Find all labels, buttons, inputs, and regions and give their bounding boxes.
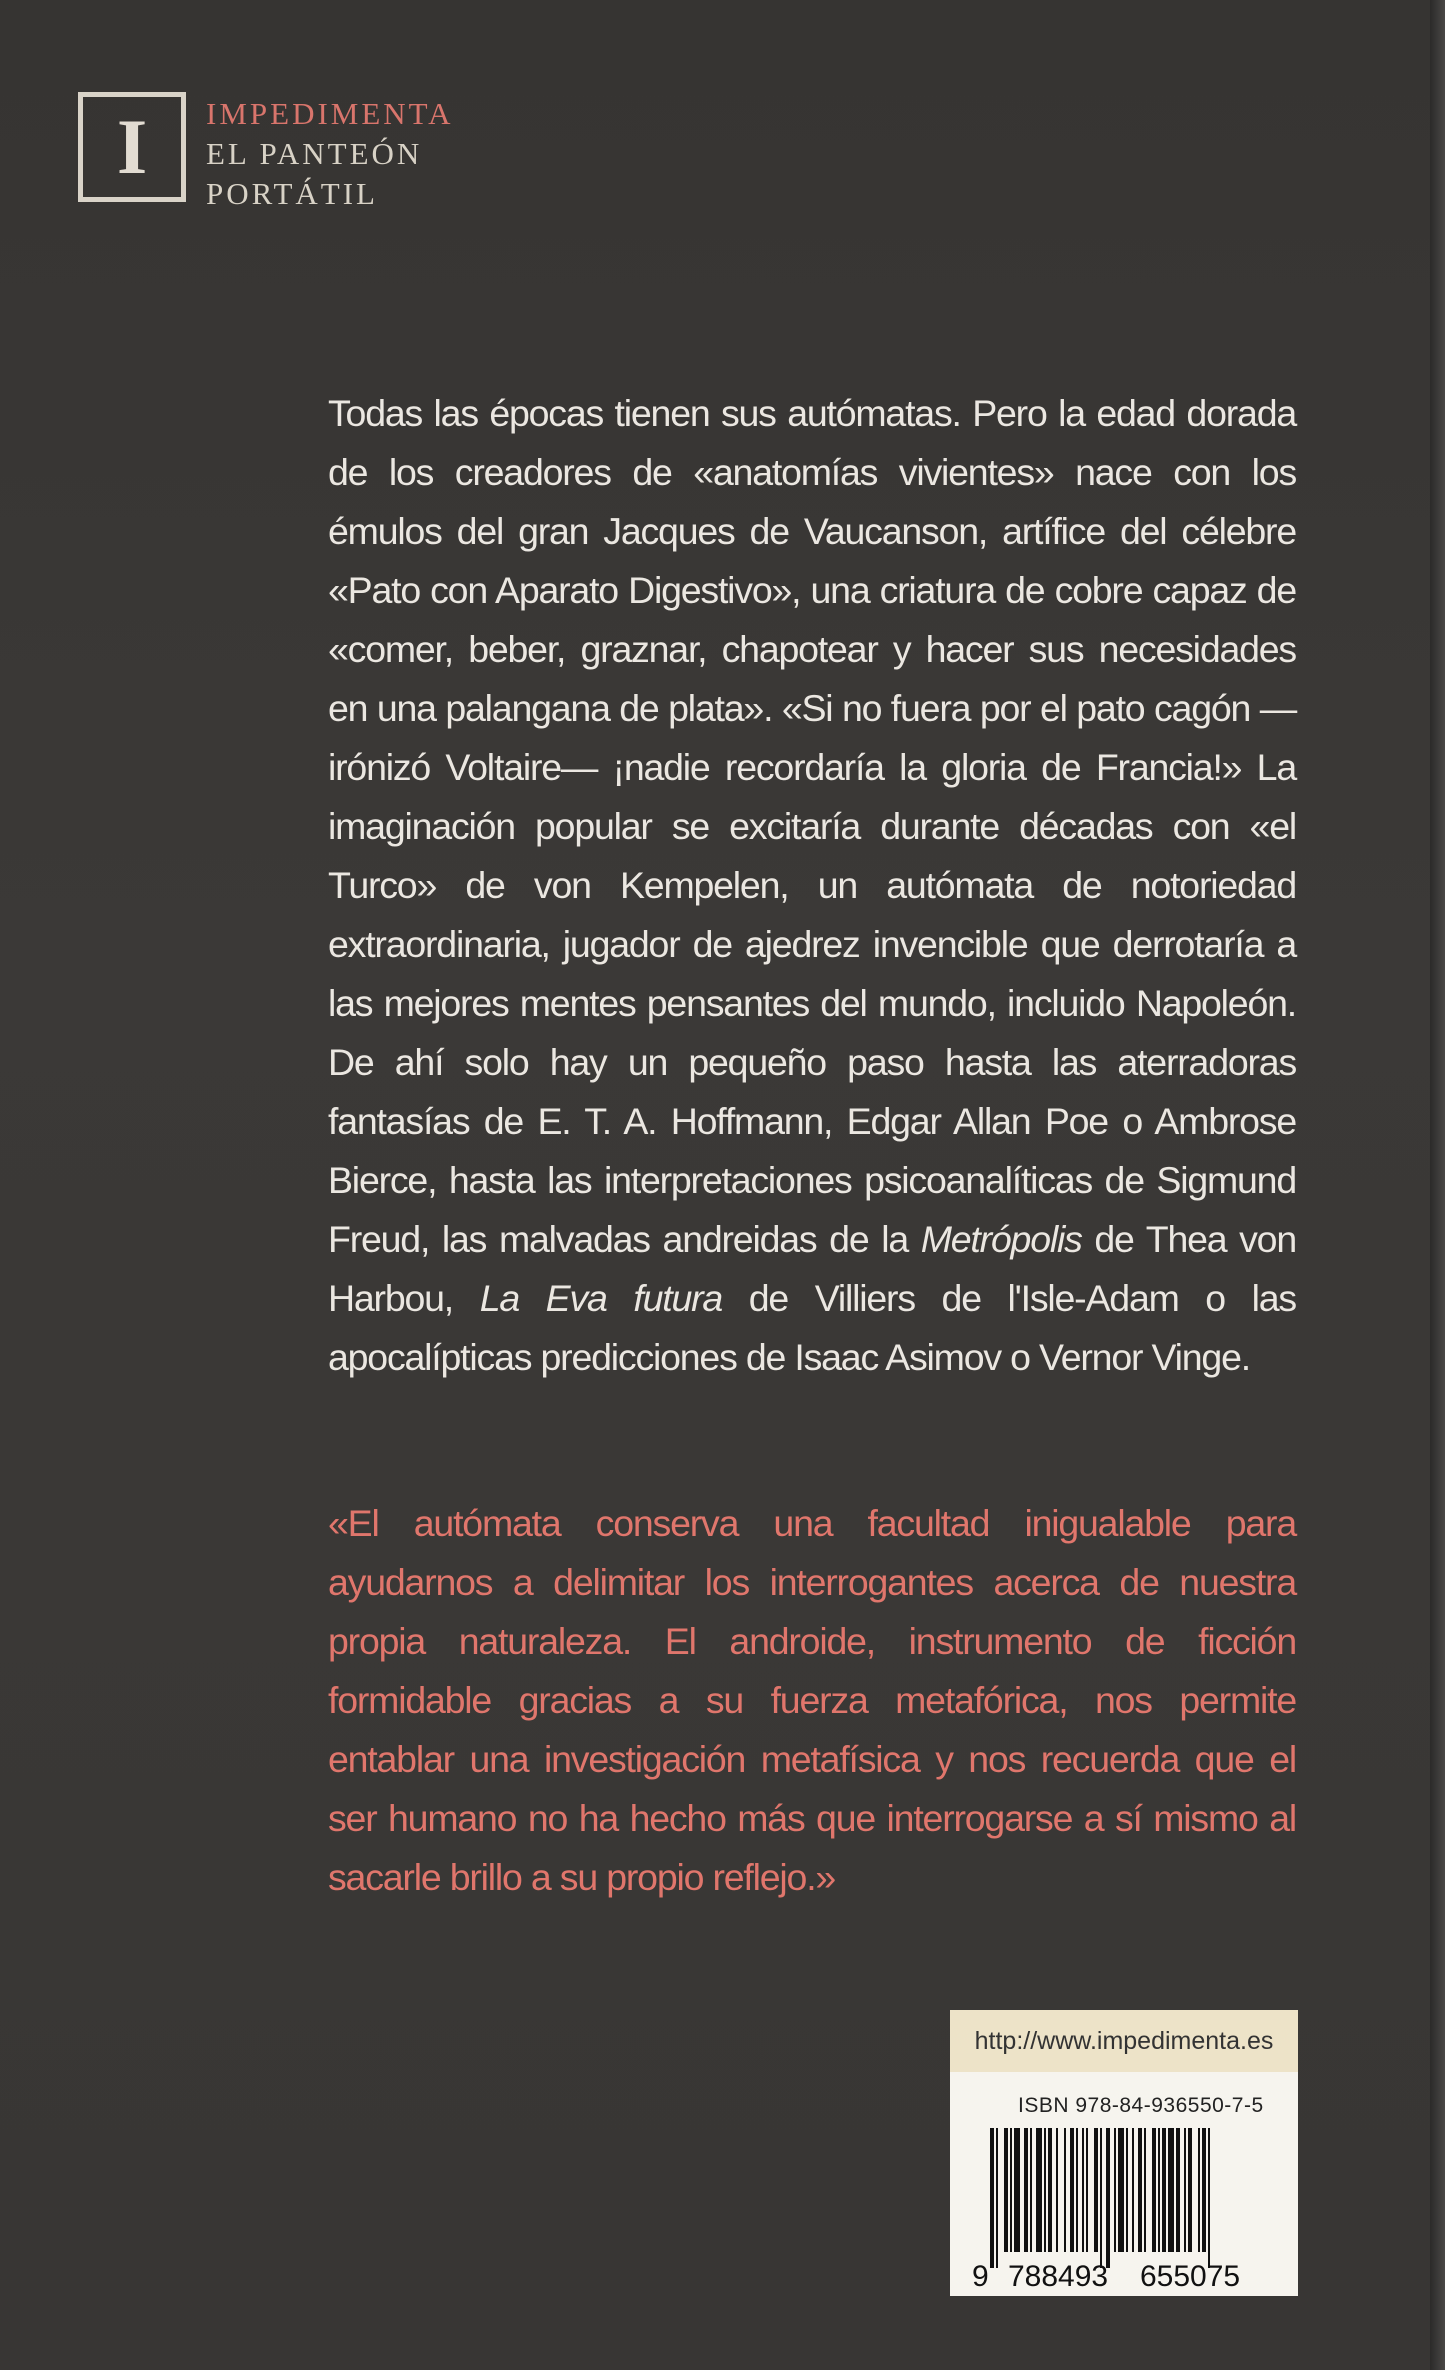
description-text-1: Todas las épocas tienen sus autómatas. Pero la edad dorada de los creadores de «anatomías vivientes» nace con los émulos del gran Jacques de Vaucanson, artífice del célebre «Pato con Aparato Digestivo», una criatura de cobre capaz de «comer, beber, graznar, chapotear y hacer sus necesidades en una palangana de plata». «Si no fuera por el pato cagón —irónizó Voltaire— ¡nadie recordaría la gloria de Francia!» La imaginación popular se excitaría durante décadas con «el Turco» de von Kempelen, un autómata de notoriedad extraordinaria, jugador de ajedrez invencible que derrotaría a las mejores mentes pensantes del mundo, incluido Napoleón. De ahí solo hay un pequeño paso hasta las aterradoras fantasías de E. T. A. Hoffmann, Edgar Allan Poe o Ambrose Bierce, hasta las interpretaciones psicoanalíticas de Sigmund Freud, las malvadas andreidas de la (328, 392, 1296, 1260)
isbn-barcode-label (950, 2010, 1298, 2296)
barcode-bar (1168, 2128, 1174, 2252)
barcode-bar (1044, 2128, 1046, 2252)
barcode-bar (1198, 2128, 1200, 2252)
description-text-2: de Thea von Harbou, (328, 1218, 1296, 1319)
publisher-line-3: PORTÁTIL (206, 176, 378, 211)
barcode-bar (1152, 2128, 1156, 2252)
barcode-bar (1162, 2128, 1166, 2252)
barcode-bar (996, 2128, 998, 2268)
title-la-eva-futura: La Eva futura (479, 1277, 723, 1319)
barcode-digit-lead: 9 (972, 2260, 989, 2293)
barcode-digits-left: 788493 (1008, 2260, 1109, 2293)
book-description (328, 384, 1296, 1387)
barcode-bar (1086, 2128, 1088, 2252)
barcode-bar (1030, 2128, 1032, 2252)
barcode-bar (1100, 2128, 1102, 2268)
barcode-bar (1024, 2128, 1028, 2252)
barcode-bar (1118, 2128, 1124, 2252)
barcode-bar (1076, 2128, 1078, 2252)
publisher-logo (78, 92, 186, 202)
barcode-bar (1184, 2128, 1186, 2252)
barcode (972, 2128, 1276, 2294)
barcode-bar (1106, 2128, 1110, 2268)
barcode-bar (1188, 2128, 1192, 2252)
title-metropolis: Metrópolis (920, 1218, 1082, 1260)
publisher-line-2: EL PANTEÓN (206, 136, 423, 171)
barcode-bar (1158, 2128, 1160, 2252)
barcode-bar (1014, 2128, 1020, 2252)
barcode-bar (1138, 2128, 1142, 2252)
publisher-name (206, 94, 454, 214)
barcode-bars (990, 2128, 1210, 2268)
barcode-bar (1064, 2128, 1066, 2252)
barcode-digits-right: 655075 (1140, 2260, 1241, 2293)
barcode-bar (1126, 2128, 1128, 2252)
barcode-bar (1004, 2128, 1008, 2252)
barcode-bar (1082, 2128, 1084, 2252)
publisher-line-1: IMPEDIMENTA (206, 96, 454, 131)
cover-edge (1430, 0, 1445, 2370)
description-text-3: de Villiers de l'Isle-Adam o las apocalípticas predicciones de Isaac Asimov o Vernor Vinge. (328, 1277, 1296, 1378)
isbn-text: ISBN 978-84-936550-7-5 (1018, 2094, 1264, 2117)
barcode-bar (1036, 2128, 1042, 2252)
publisher-url: http://www.impedimenta.es (950, 2010, 1298, 2072)
barcode-bar (1132, 2128, 1134, 2252)
barcode-bar (1070, 2128, 1074, 2252)
barcode-bar (1048, 2128, 1052, 2252)
description-paragraph (328, 384, 1296, 1387)
barcode-bar (1202, 2128, 1206, 2252)
barcode-bar (1144, 2128, 1146, 2252)
pull-quote (328, 1494, 1296, 1907)
barcode-bar (1094, 2128, 1098, 2252)
barcode-bar (1056, 2128, 1058, 2252)
barcode-bar (1176, 2128, 1180, 2252)
logo-glyph: I (116, 103, 148, 190)
quote-text: «El autómata conserva una facultad inigualable para ayudarnos a delimitar los interrogantes acerca de nuestra propia naturaleza. El androide, instrumento de ficción formidable gracias a su fuerza metafórica, nos permite entablar una investigación metafísica y nos recuerda que el ser humano no ha hecho más que interrogarse a sí mismo al sacarle brillo a su propio reflejo.» (328, 1502, 1296, 1898)
barcode-bar (1114, 2128, 1116, 2252)
barcode-bar (990, 2128, 994, 2268)
barcode-bar (1208, 2128, 1210, 2268)
barcode-bar (1010, 2128, 1012, 2252)
